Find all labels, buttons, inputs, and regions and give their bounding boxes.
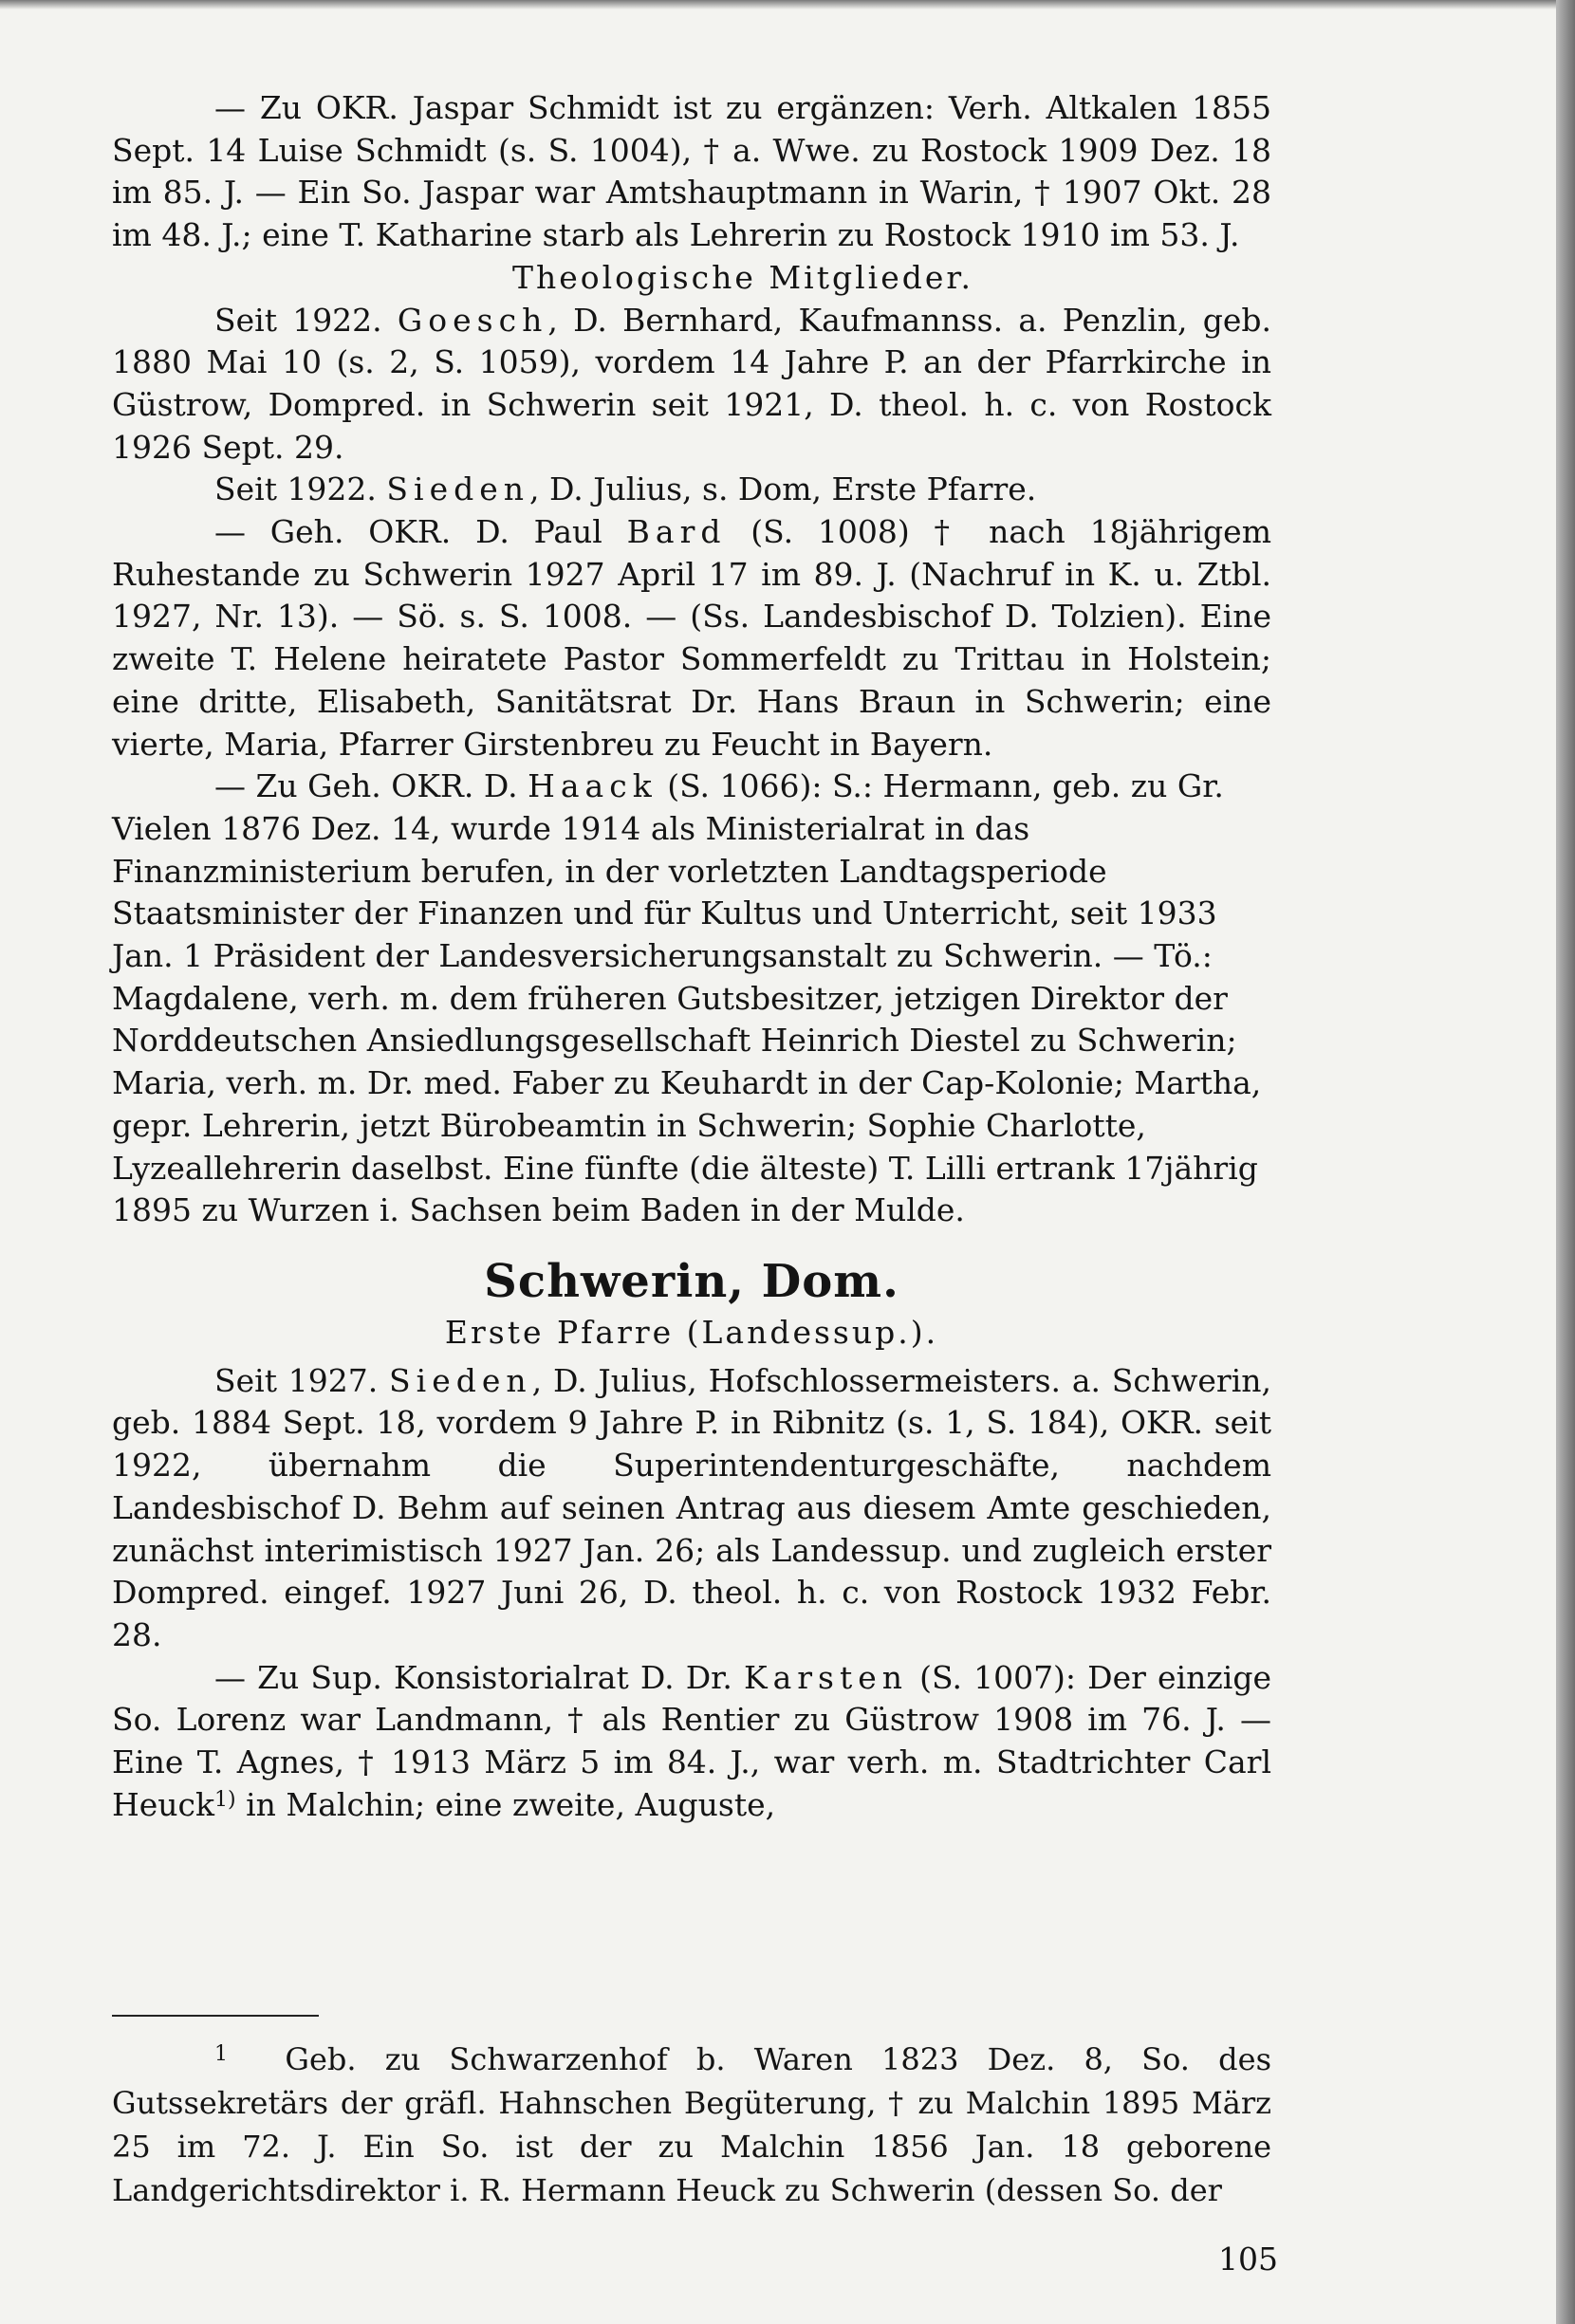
paragraph-sieden-ref <box>112 469 1271 511</box>
text-fragment: (S. 1008) † nach 18jährigem Ruhestande zu Schwerin 1927 April 17 im 89. J. (Nachruf in K. u. Ztbl. 1927, Nr. 13). — Sö. s. S. 1008. — (Ss. Landesbischof D. Tolzien). Eine zweite T. Helene heiratete Pastor Sommerfeldt zu Trittau in Holstein; eine dritte, Elisabeth, Sanitätsrat Dr. Hans Braun in Schwerin; eine vierte, Maria, Pfarrer Girstenbreu zu Feucht in Bayern. <box>112 513 1271 763</box>
text-fragment: in Malchin; eine zweite, Auguste, <box>235 1785 776 1823</box>
footnote-text: Geb. zu Schwarzenhof b. Waren 1823 Dez. 8, So. des Gutssekretärs der gräfl. Hahnschen Begüterung, † zu Malchin 1895 März 25 im 72. J. Ein So. ist der zu Malchin 1856 Jan. 18 geborene Landgerichtsdirektor i. R. Hermann Heuck zu Schwerin (dessen So. der <box>112 2041 1272 2208</box>
book-spine-edge <box>1556 0 1575 2324</box>
person-name: Bard <box>626 513 727 551</box>
main-text-block <box>112 87 1271 1826</box>
footnote-divider <box>112 2015 319 2017</box>
text-fragment: Seit 1922. <box>214 301 398 339</box>
footnote-mark: 1 <box>214 2042 228 2066</box>
person-name: Goesch <box>397 301 548 339</box>
text-fragment: (S. 1007): Der einzige So. Lorenz war Landmann, † als Rentier zu Güstrow 1908 im 76. J. — Eine T. Agnes, † 1913 März 5 im 84. J., war verh. m. Stadtrichter Carl Heuck <box>112 1658 1271 1823</box>
paragraph-sieden <box>112 1360 1271 1657</box>
text-fragment: — Zu Sup. Konsistorialrat D. Dr. <box>214 1658 744 1696</box>
person-name: Sieden <box>389 1361 532 1399</box>
main-heading: Schwerin, Dom. <box>484 1254 899 1308</box>
text-fragment: Seit 1927. <box>214 1361 390 1399</box>
paragraph-schmidt: — Zu OKR. Jaspar Schmidt ist zu ergänzen: Verh. Altkalen 1855 Sept. 14 Luise Schmidt (s. S. 1004), † a. Wwe. zu Rostock 1909 Dez. 18 im 85. J. — Ein So. Jaspar war Amtshauptmann in Warin, † 1907 Okt. 28 im 48. J.; eine T. Katharine starb als Lehrerin zu Rostock 1910 im 53. J. <box>112 89 1271 254</box>
page-number: 105 <box>1218 2241 1278 2278</box>
text-fragment: (S. 1066): S.: Hermann, geb. zu Gr. Vielen 1876 Dez. 14, wurde 1914 als Ministerialrat in das Finanzministerium berufen, in der vorletzten Landtagsperiode Staatsminister der Finanzen und für Kultus und Unterricht, seit 1933 Jan. 1 Präsident der Landesversicherungsanstalt zu Schwerin. — Tö.: Magdalene, verh. m. dem früheren Gutsbesitzer, jetzigen Direktor der Norddeutschen Ansiedlungsgesellschaft Heinrich Diestel zu Schwerin; Maria, verh. m. Dr. med. Faber zu Keuhardt in der Cap-Kolonie; Martha, gepr. Lehrerin, jetzt Bürobeamtin in Schwerin; Sophie Charlotte, Lyzeallehrerin daselbst. Eine fünfte (die älteste) T. Lilli ertrank 17jährig 1895 zu Wurzen i. Sachsen beim Baden in der Mulde. <box>112 767 1262 1229</box>
footnote <box>112 2038 1271 2212</box>
paragraph-haack <box>112 765 1271 1232</box>
text-fragment: , D. Bernhard, Kaufmannss. a. Penzlin, geb. 1880 Mai 10 (s. 2, S. 1059), vordem 14 Jahre P. an der Pfarrkirche in Güstrow, Dompred. in Schwerin seit 1921, D. theol. h. c. von Rostock 1926 Sept. 29. <box>112 301 1271 466</box>
footnote-reference: 1) <box>214 1787 236 1812</box>
section-title: Theologische Mitglieder. <box>511 258 974 296</box>
person-name: Karsten <box>743 1658 909 1696</box>
paragraph-goesch <box>112 300 1271 470</box>
text-fragment: — Geh. OKR. D. Paul <box>214 513 627 551</box>
text-fragment: Seit 1922. <box>214 470 387 508</box>
top-shadow <box>0 0 1556 9</box>
text-fragment: , D. Julius, s. Dom, Erste Pfarre. <box>529 470 1037 508</box>
person-name: Sieden <box>386 470 530 508</box>
paragraph-karsten <box>112 1657 1271 1827</box>
text-fragment: , D. Julius, Hofschlossermeisters. a. Schwerin, geb. 1884 Sept. 18, vordem 9 Jahre P. in Ribnitz (s. 1, S. 184), OKR. seit 1922, übernahm die Superintendenturgeschäfte, nachdem Landesbischof D. Behm auf seinen Antrag aus diesem Amte geschieden, zunächst interimistisch 1927 Jan. 26; als Landessup. und zugleich erster Dompred. eingef. 1927 Juni 26, D. theol. h. c. von Rostock 1932 Febr. 28. <box>112 1361 1272 1653</box>
text-fragment: — Zu Geh. OKR. D. <box>214 767 528 805</box>
paragraph-bard <box>112 511 1271 765</box>
person-name: Haack <box>528 767 658 805</box>
sub-heading: Erste Pfarre (Landessup.). <box>444 1313 939 1351</box>
